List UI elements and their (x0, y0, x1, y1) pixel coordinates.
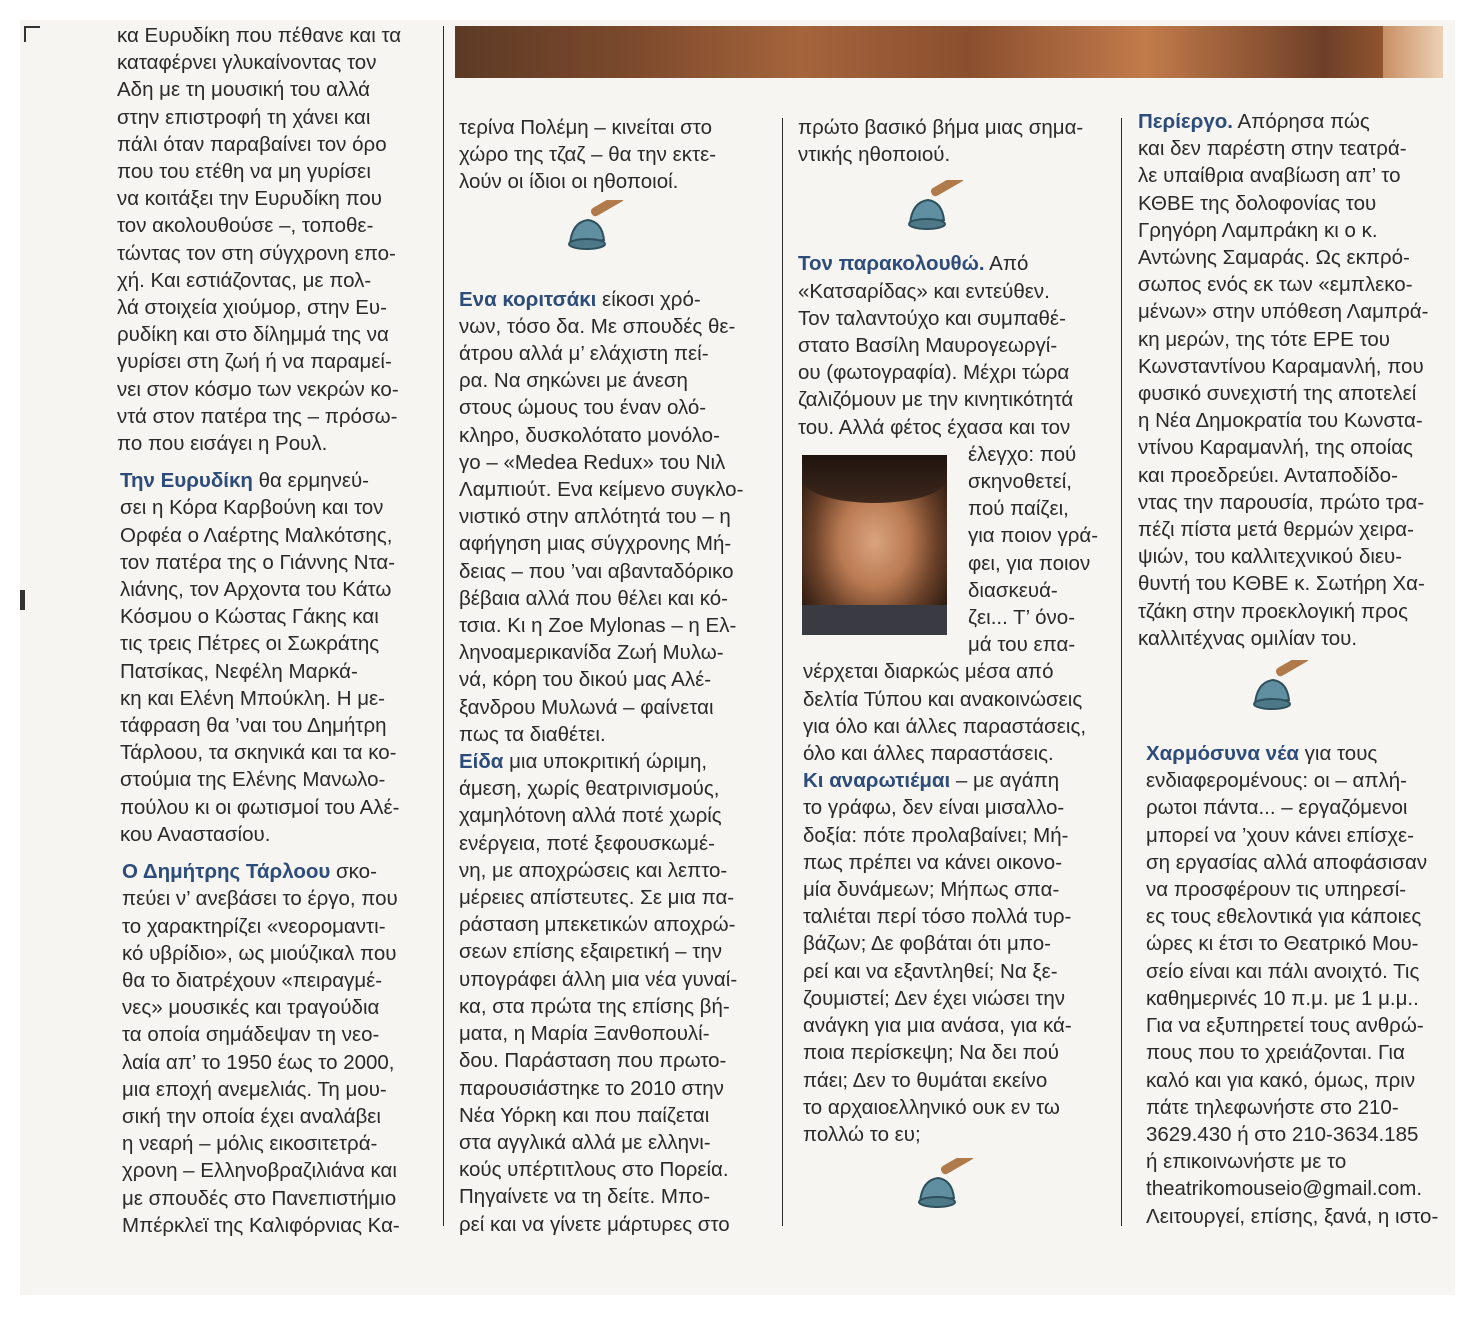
column-4-paragraph-2 (1146, 740, 1454, 1230)
column-3-paragraph-2-tail: νέρχεται διαρκώς μέσα από δελτία Τύπου και ανακοινώσεις για όλο και άλλες παραστάσεις, όλο και άλλες παραστάσεις. (803, 660, 1087, 766)
lead-eurydice: Την Ευρυδίκη (120, 469, 253, 493)
column-1-paragraph-2 (120, 467, 437, 848)
column-rule (782, 118, 783, 1226)
column-1-paragraph-2-body: θα ερμηνεύ- σει η Κόρα Καρβούνη και τον Ορφέα ο Λαέρτης Μαλκότσης, τον πατέρα της ο Γιάννης Ντα- λιάνης, τον Αρχοντα του Κάτω Κόσμου ο Κώστας Γάκης και τις τρεις Πέτρες οι Σωκράτης Πατσίκας, Νεφέλη Μαρκά- κη και Ελένη Μπούκλη. Η με- τάφραση θα ’ναι του Δημήτρη Τάρλοου, τα σκηνικά και τα κο- στούμια της Ελένης Μανωλο- πούλου κι οι φωτισμοί του Αλέ- κου Αναστασίου. (120, 469, 400, 846)
lead-periergo: Περίεργο. (1138, 110, 1233, 133)
column-1-paragraph-3 (122, 858, 437, 1239)
lead-eida: Είδα (459, 750, 504, 774)
column-2-paragraph-2 (459, 286, 779, 748)
lead-xarmosyna: Χαρμόσυνα νέα (1146, 742, 1299, 766)
column-3-paragraph-2 (798, 250, 1118, 440)
column-rule (1121, 118, 1122, 1226)
lead-parakolouthw: Τον παρακολουθώ. (798, 252, 985, 276)
bell-icon (910, 1158, 990, 1218)
column-2-paragraph-1: τερίνα Πολέμη – κινείται στο χώρο της τζαζ – θα την εκτε- λούν οι ίδιοι οι ηθοποιοί. (459, 116, 717, 194)
lead-koritsaki: Ενα κοριτσάκι (459, 287, 597, 311)
portrait-hair (802, 455, 947, 503)
column-3-paragraph-3 (803, 767, 1118, 1148)
column-3-paragraph-1: πρώτο βασικό βήμα μιας σημα- ντικής ηθοποιού. (798, 116, 1084, 167)
column-rule (443, 26, 444, 1226)
column-4-paragraph-1 (1138, 108, 1454, 652)
bell-icon (900, 180, 980, 240)
portrait-shirt (802, 605, 947, 635)
portrait-photo (802, 455, 947, 635)
lead-tarloou: Ο Δημήτρης Τάρλοου (122, 860, 331, 884)
column-1-paragraph-1: κα Ευρυδίκη που πέθανε και τα καταφέρνει γλυκαίνοντας τον Αδη με τη μουσική του αλλά στην επιστροφή τη χάνει και πάλι όταν παραβαίνει τον όρο που του ετέθη να μη γυρίσει να κοιτάξει την Ευρυδίκη που τον ακολουθούσε –, τοποθε- τώντας τον στη σύγχρονη επο- χή. Και εστιάζοντας, με πολ- λά στοιχεία χιούμορ, στην Ευ- ρυδίκη και στο δίλημμά της να γυρίσει στη ζωή ή να παραμεί- νει στον κόσμο των νεκρών κο- ντά στον πατέρα της – πρόσω- πο που εισάγει η Ρουλ. (117, 24, 402, 456)
header-photo-strip (455, 26, 1443, 78)
column-3-paragraph-2-body: Από «Κατσαρίδας» και εντεύθεν. Τον ταλαντούχο και συμπαθέ- στατο Βασίλη Μαυρογεωργί- ου (φωτογραφία). Μέχρι τώρα ζαλιζόμουν με την κινητικότητά του. Αλλά φέτος έχασα και τον (798, 252, 1074, 439)
bell-icon (1245, 660, 1325, 720)
column-4-paragraph-1-body: Απόρησα πώς και δεν παρέστη στην τεατρά- λε υπαίθρια αναβίωση απ’ το ΚΘΒΕ της δολοφονίας του Γρηγόρη Λαμπράκη κι ο κ. Αντώνης Σαμαράς. Ως εκπρό- σωπος ενός εκ των «εμπλεκο- μένων» στην υπόθεση Λαμπρά- κη μερών, της τότε ΕΡΕ του Κωνσταντίνου Καραμανλή, που φυσικό συνεχιστή της αποτελεί η Νέα Δημοκρατία του Κωνστα- ντίνου Καραμανλή, της οποίας και προεδρεύει. Ανταποδίδο- ντας την παρουσία, πρώτο τρα- πέζι πίστα μετά θερμών χειρα- ψιών, του καλλιτεχνικού διευ- θυντή του ΚΘΒΕ κ. Σωτήρη Χα- τζάκη στην προεκλογική προς καλλιτέχνας ομιλίαν του. (1138, 110, 1429, 650)
column-2 (459, 114, 779, 1238)
binding-mark (20, 590, 25, 610)
column-1-paragraph-3-body: σκο- πεύει ν’ ανεβάσει το έργο, που το χαρακτηρίζει «νεορομαντι- κό υβρίδιο», ως μιούζικαλ που θα το διατρέχουν «πειραγμέ- νες» μουσικές και τραγούδια τα οποία σημάδεψαν τη νεο- λαία απ’ το 1950 έως το 2000, μια εποχή ανεμελιάς. Τη μου- σική την οποία έχει αναλάβει η νεαρή – μόλις εικοσιτετρά- χρονη – Ελληνοβραζιλιάνα και με σπουδές στο Πανεπιστήμιο Μπέρκλεϊ της Καλιφόρνιας Κα- (122, 860, 400, 1237)
crop-mark (24, 26, 40, 42)
column-2-paragraph-2-body: είκοσι χρό- νων, τόσο δα. Με σπουδές θε- άτρου αλλά μ’ ελάχιστη πεί- ρα. Να σηκώνει με άνεση στους ώμους του έναν ολό- κληρο, δυσκολότατο μονόλο- γο – «Medea Redux» του Νιλ Λαμπιούτ. Ενα κείμενο συγκλο- νιστικό στην απλότητά του – η αφήγηση μιας σύγχρονης Μή- δειας – που ’ναι αβανταδόρικο βέβαια αλλά που θέλει και κό- τσια. Κι η Zoe Mylonas – η Ελ- ληνοαμερικανίδα Ζωή Μυλω- νά, κόρη του δικού μας Αλέ- ξανδρου Μυλωνά – φαίνεται πως τα διαθέτει. (459, 287, 744, 746)
photo-highlight (1383, 26, 1443, 78)
column-3-paragraph-3-body: – με αγάπη το γράφω, δεν είναι μισαλλο- δοξία: πότε προλαβαίνει; Μή- πως πρέπει να κάνει οικονο- μία δυνάμεων; Μήπως σπα- ταλιέται περί τόσο πολλά τυρ- βάζων; Δε φοβάται ότι μπο- ρεί και να εξαντληθεί; Να ξε- ζουμιστεί; Δεν έχει νιώσει την ανάγκη για μια ανάσα, για κά- ποια περίσκεψη; Να δει πού πάει; Δεν το θυμάται εκείνο το αρχαιοελληνικό ουκ εν τω πολλώ το ευ; (803, 769, 1072, 1146)
lead-anarotiemai: Κι αναρωτιέμαι (803, 769, 951, 793)
column-1 (117, 22, 437, 1239)
column-2-paragraph-3-body: μια υποκριτική ώριμη, άμεση, χωρίς θεατρινισμούς, χαμηλότονη αλλά ποτέ χωρίς ενέργεια, ποτέ ξεφουσκωμέ- νη, με αποχρώσεις και λεπτο- μέρειες απίστευτες. Σε μια πα- ράσταση μπεκετικών αποχρώ- σεων επίσης εξαιρετική – την υπογράφει άλλη μια νέα γυναί- κα, στα πρώτα της επίσης βή- ματα, η Μαρία Ξανθοπουλί- δου. Παράσταση που πρωτο- παρουσιάστηκε το 2010 στην Νέα Υόρκη και που παίζεται στα αγγλικά αλλά με ελληνι- κούς υπέρτιτλους στο Πορεία. Πηγαίνετε να τη δείτε. Μπο- ρεί και να γίνετε μάρτυρες στο (459, 750, 738, 1236)
column-2-paragraph-3 (459, 748, 779, 1238)
column-4-paragraph-2-body: για τους ενδιαφερομένους: οι – απλή- ρωτοι πάντα... – εργαζόμενοι μπορεί να ’χουν κάνει επίσχε- ση εργασίας αλλά αποφάσισαν να προσφέρουν τις υπηρεσί- ες τους εθελοντικά για κάποιες ώρες κι έτσι το Θεατρικό Μου- σείο είναι και πάλι ανοιχτό. Τις καθημερινές 10 π.μ. με 1 μ.μ.. Για να εξυπηρετεί τους ανθρώ- πους που το χρειάζονται. Για καλό και για κακό, όμως, πριν πάτε τηλεφωνήστε στο 210- 3629.430 ή στο 210-3634.185 ή επικοινωνήστε με το theatrikomouseio@gmail.com. Λειτουργεί, επίσης, ξανά, η ιστο- (1146, 742, 1439, 1228)
column-3-paragraph-2-wrap: έλεγχο: πού σκηνοθετεί, πού παίζει, για ποιον γρά- φει, για ποιον διασκευά- ζει... Τ’ όνο- μά του επα- (968, 442, 1099, 657)
bell-icon (560, 200, 640, 260)
